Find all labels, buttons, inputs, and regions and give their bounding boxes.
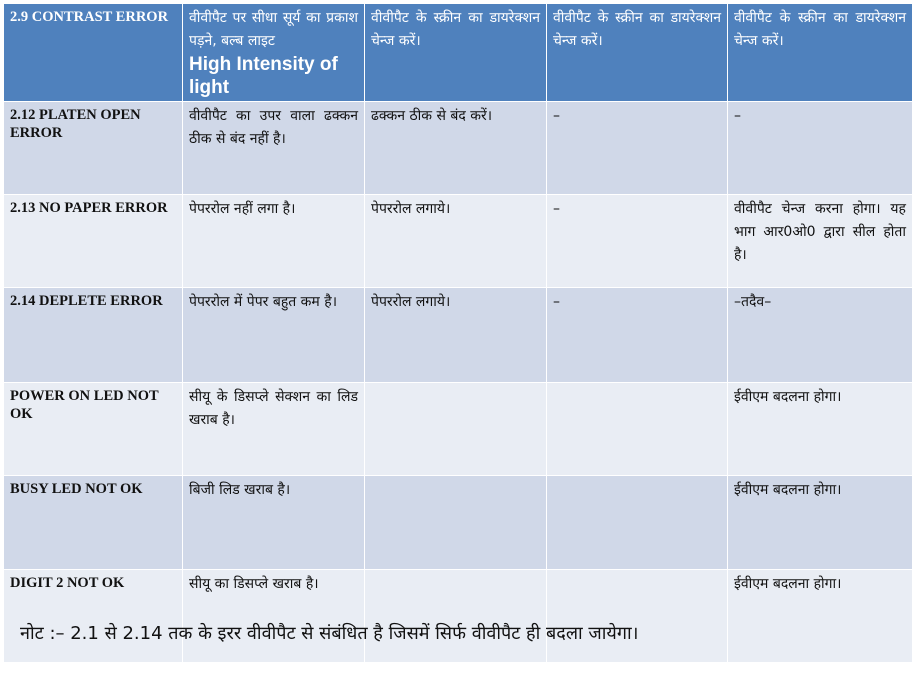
action-cell	[365, 383, 547, 476]
table-row	[4, 195, 913, 288]
action-cell: –	[728, 102, 913, 195]
error-code: POWER ON LED NOT OK	[4, 383, 183, 476]
action-cell	[547, 476, 728, 570]
table-row	[4, 4, 913, 102]
action-cell: पेपररोल लगाये।	[365, 288, 547, 383]
action-cell: ढक्कन ठीक से बंद करें।	[365, 102, 547, 195]
error-code: 2.13 NO PAPER ERROR	[4, 195, 183, 288]
table-row	[4, 288, 913, 383]
error-cause: सीयू के डिसप्ले सेक्शन का लिड खराब है।	[183, 383, 365, 476]
action-cell: –	[547, 102, 728, 195]
action-cell: –तदैव–	[728, 288, 913, 383]
action-cell	[365, 476, 547, 570]
action-cell	[547, 570, 728, 663]
action-cell: पेपररोल लगाये।	[365, 195, 547, 288]
action-cell: वीवीपैट के स्क्रीन का डायरेक्शन चेन्ज करें।	[547, 4, 728, 102]
action-cell: ईवीएम बदलना होगा।	[728, 570, 913, 663]
error-cause: सीयू का डिसप्ले खराब है।	[183, 570, 365, 663]
action-cell: वीवीपैट चेन्ज करना होगा। यह भाग आर0ओ0 द्वारा सील होता है।	[728, 195, 913, 288]
table-row	[4, 476, 913, 570]
action-cell: वीवीपैट के स्क्रीन का डायरेक्शन चेन्ज करें।	[728, 4, 913, 102]
error-cause-emphasis: High Intensity of light	[189, 54, 338, 98]
footnote: नोट :– 2.1 से 2.14 तक के इरर वीवीपैट से संबंधित है जिसमें सिर्फ वीवीपैट ही बदला जायेगा।	[20, 623, 639, 644]
error-code: DIGIT 2 NOT OK	[4, 570, 183, 663]
error-code: BUSY LED NOT OK	[4, 476, 183, 570]
action-cell: –	[547, 195, 728, 288]
error-code: 2.14 DEPLETE ERROR	[4, 288, 183, 383]
error-cause-text: वीवीपैट पर सीधा सूर्य का प्रकाश पड़ने, बल्ब लाइट	[189, 10, 358, 49]
error-code: 2.9 CONTRAST ERROR	[4, 4, 183, 102]
table-row	[4, 383, 913, 476]
action-cell	[365, 570, 547, 663]
table-row	[4, 102, 913, 195]
action-cell	[547, 383, 728, 476]
action-cell: वीवीपैट के स्क्रीन का डायरेक्शन चेन्ज करें।	[365, 4, 547, 102]
action-cell: ईवीएम बदलना होगा।	[728, 476, 913, 570]
error-cause: बिजी लिड खराब है।	[183, 476, 365, 570]
action-cell: –	[547, 288, 728, 383]
table-row	[4, 570, 913, 663]
error-cause: वीवीपैट का उपर वाला ढक्कन ठीक से बंद नहीं है।	[183, 102, 365, 195]
error-code: 2.12 PLATEN OPEN ERROR	[4, 102, 183, 195]
error-cause	[183, 4, 365, 102]
action-cell: ईवीएम बदलना होगा।	[728, 383, 913, 476]
error-table	[3, 3, 913, 663]
error-cause: पेपररोल में पेपर बहुत कम है।	[183, 288, 365, 383]
error-cause: पेपररोल नहीं लगा है।	[183, 195, 365, 288]
